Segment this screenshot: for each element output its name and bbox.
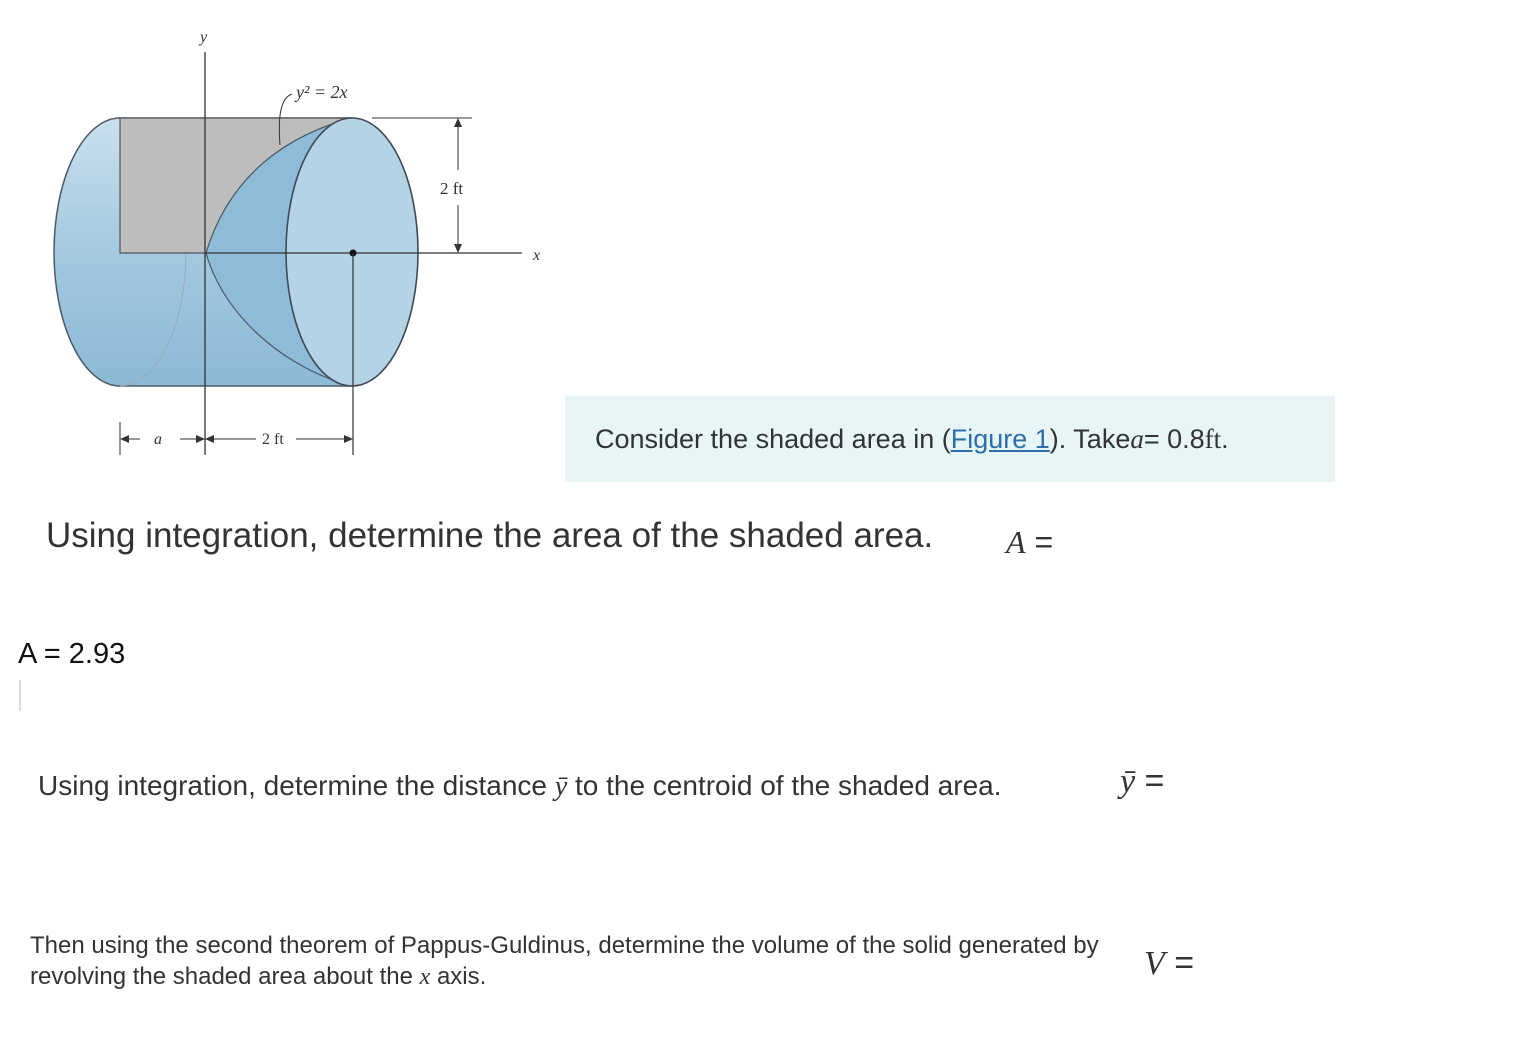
var-x: x <box>419 964 431 990</box>
problem-statement <box>565 396 1335 482</box>
area-answer-label <box>1006 524 1053 561</box>
a-arrow-left <box>120 435 129 443</box>
q2-suffix: to the centroid of the shaded area. <box>567 770 1002 801</box>
statement-middle: ). Take <box>1049 423 1131 454</box>
y-axis-label: y <box>200 29 208 46</box>
area-answer-value[interactable]: A = 2.93 <box>18 638 126 670</box>
width-arrow-right <box>344 435 353 443</box>
height-arrow-top <box>454 118 462 127</box>
a-arrow-right <box>196 435 205 443</box>
var-ybar: ȳ <box>554 771 568 802</box>
volume-eq: = <box>1164 944 1195 982</box>
centroid-answer-label <box>1120 762 1164 801</box>
question-centroid <box>38 770 1002 803</box>
answer-input-caret <box>19 680 21 711</box>
figure-1-link[interactable]: Figure 1 <box>950 423 1050 454</box>
var-a: a <box>1130 423 1144 454</box>
a-label: a <box>154 431 162 448</box>
curve-label: y² = 2x <box>296 82 348 102</box>
x-axis-label: x <box>533 247 541 264</box>
unit-ft: ft <box>1204 423 1222 454</box>
height-label: 2 ft <box>440 179 464 198</box>
question-volume <box>30 930 1130 993</box>
label-var-ybar: ȳ <box>1120 763 1136 800</box>
height-arrow-bottom <box>454 244 462 253</box>
q3-suffix: axis. <box>430 963 487 990</box>
var-V: V <box>1144 945 1165 982</box>
q2-prefix: Using integration, determine the distance <box>38 770 555 801</box>
statement-prefix: Consider the shaded area in ( <box>595 423 951 454</box>
statement-equals: = 0.8 <box>1143 423 1205 454</box>
centroid-eq: = <box>1135 762 1165 800</box>
width-label: 2 ft <box>262 431 284 448</box>
statement-suffix: . <box>1221 423 1229 454</box>
volume-answer-label <box>1144 944 1194 983</box>
area-eq: = <box>1025 524 1054 560</box>
var-A: A <box>1006 524 1026 560</box>
figure-1 <box>0 0 560 470</box>
q3-prefix: Then using the second theorem of Pappus-Guldinus, determine the volume of the solid generated by revolving the shaded area about the <box>30 932 1099 990</box>
question-area: Using integration, determine the area of the shaded area. <box>46 516 934 555</box>
